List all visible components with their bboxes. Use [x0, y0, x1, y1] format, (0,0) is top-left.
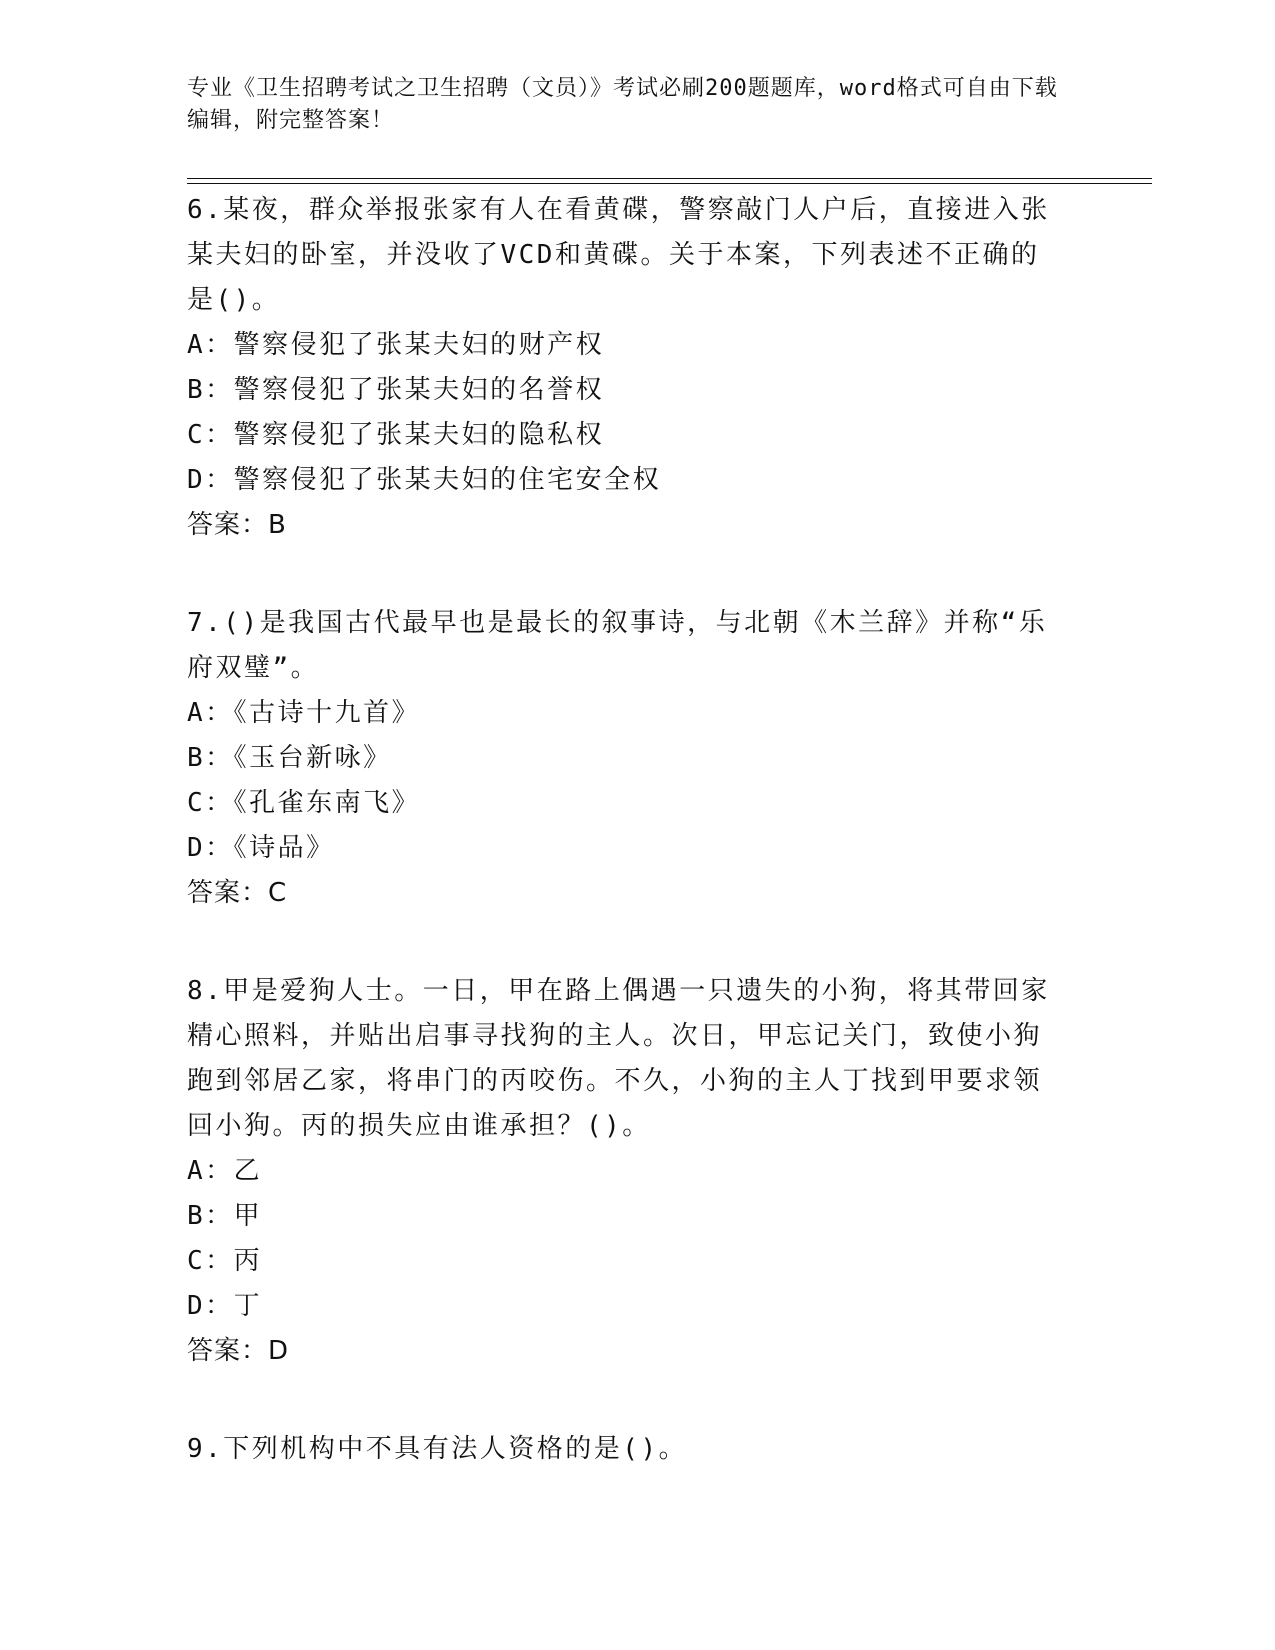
answer-line: 答案：C — [187, 878, 288, 908]
question-6 — [187, 188, 1067, 548]
answer-line: 答案：D — [187, 1336, 290, 1366]
header-divider-bottom — [187, 183, 1152, 184]
option-a: A：《古诗十九首》 — [187, 698, 421, 728]
option-c: C：警察侵犯了张某夫妇的隐私权 — [187, 420, 605, 450]
option-d: D：《诗品》 — [187, 833, 335, 863]
question-stem: 8.甲是爱狗人士。一日，甲在路上偶遇一只遗失的小狗，将其带回家精心照料，并贴出启事寻找狗的主人。次日，甲忘记关门，致使小狗跑到邻居乙家，将串门的丙咬伤。不久，小狗的主人丁找到甲要求领回小狗。丙的损失应由谁承担？()。 — [187, 976, 1050, 1141]
question-stem: 9.下列机构中不具有法人资格的是()。 — [187, 1434, 688, 1464]
question-stem: 7.()是我国古代最早也是最长的叙事诗，与北朝《木兰辞》并称“乐府双璧”。 — [187, 608, 1048, 683]
question-spacer — [187, 916, 1067, 969]
option-d: D：丁 — [187, 1291, 263, 1321]
header-divider-top — [187, 178, 1152, 179]
question-spacer — [187, 1374, 1067, 1427]
option-c: C：《孔雀东南飞》 — [187, 788, 421, 818]
answer-line: 答案：B — [187, 510, 287, 540]
question-7 — [187, 601, 1067, 916]
option-d: D：警察侵犯了张某夫妇的住宅安全权 — [187, 465, 662, 495]
option-b: B：警察侵犯了张某夫妇的名誉权 — [187, 375, 605, 405]
option-a: A：警察侵犯了张某夫妇的财产权 — [187, 330, 605, 360]
question-list — [187, 188, 1067, 1472]
document-header: 专业《卫生招聘考试之卫生招聘（文员）》考试必刷200题题库，word格式可自由下载编辑，附完整答案！ — [187, 76, 1058, 133]
option-a: A：乙 — [187, 1156, 263, 1186]
question-stem: 6.某夜，群众举报张家有人在看黄碟，警察敲门人户后，直接进入张某夫妇的卧室，并没收了VCD和黄碟。关于本案，下列表述不正确的是()。 — [187, 195, 1050, 315]
question-spacer — [187, 548, 1067, 601]
question-9 — [187, 1427, 1067, 1472]
option-c: C：丙 — [187, 1246, 263, 1276]
option-b: B：《玉台新咏》 — [187, 743, 392, 773]
option-b: B：甲 — [187, 1201, 263, 1231]
question-8 — [187, 969, 1067, 1374]
